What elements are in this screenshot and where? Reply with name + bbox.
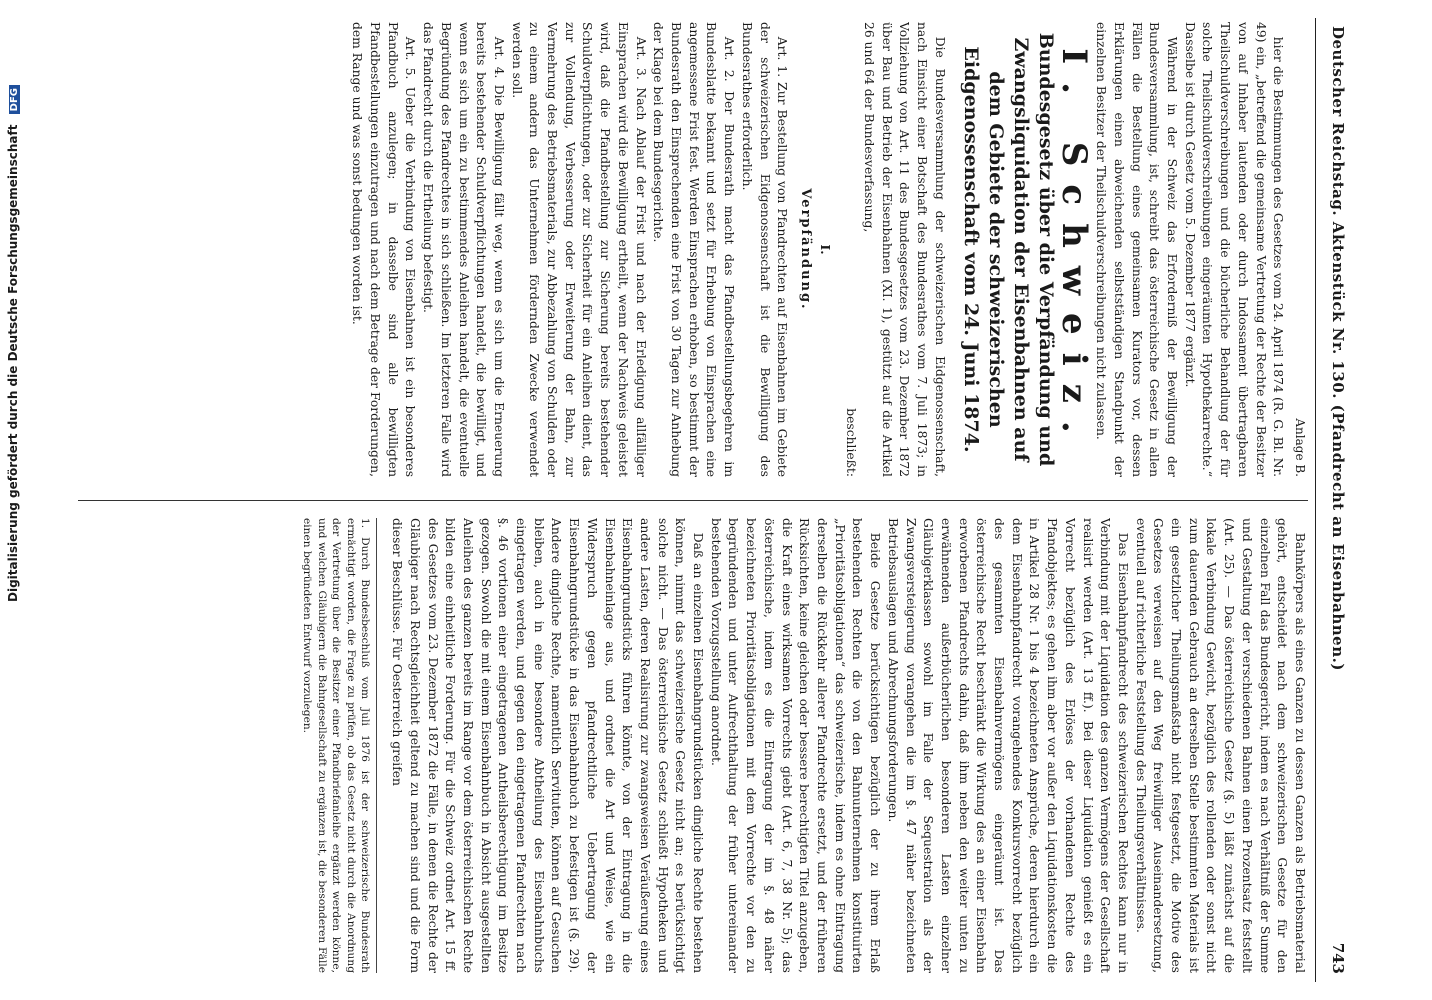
paragraph: Während in der Schweiz das Erforderniß der Bewilligung der Bundesversammlung, ist, schreibt das österreichische Gesetz in allen Fällen die Bestellung eines gemeinsamen Kurators vor, dessen Erklärungen einen abweichenden selbstständigen Standpunkt der einzelnen Besitzer der Theilschuldverschreibungen nicht zulassen. [1094,22,1180,477]
paragraph: Beide Gesetze berücksichtigen bezüglich der zu ihrem Erlaß bestehenden Rechten die von den Bahnunternehmen konstituirten „Prioritätsobligationen“ das schweizerische, indem es ohne Eintragung derselben die Rückkehr allerer Pfandrechte ersetzt, und der früheren Rücksichten, keine gleichen oder bessere berechtigten Titel anzugeben, die Kraft eines wirksamen Vorrechts giebt (Art. 6, 7, 38 Nr. 5); das österreichische, indem es die Eintragung der im §. 48 näher bezeichneten Prioritätsobligationen mit dem Vorrechte vor den zu begründenden und unter Aufrechthaltung der früher untereinander bestehenden Vorzugsstellung anordnet. [708,518,883,973]
article: Art. 1. Zur Bestellung von Pfandrechten auf Eisenbahnen im Gebiete der schweizerischen Eidgenossenschaft ist die Bewilligung des Bundesrathes erforderlich. [739,22,790,477]
running-header [1315,18,1360,982]
section-title: Verpfändung. [797,188,813,311]
article: Art. 2. Der Bundesrath macht das Pfandbestellungsbegehren im Bundesblatte bekannt und setzt für Erhebung von Einsprachen eine angemessene Frist fest. Werden Einsprachen erhoben, so bestimmt der Bundesrath den Einsprechenden eine Frist von 30 Tagen zur Anhebung der Klage bei dem Bundesgerichte. [651,22,737,477]
column-left [68,518,1308,973]
running-title: Deutscher Reichstag. Aktenstück Nr. 130. (Pfandrecht an Eisenbahnen.) [1329,26,1347,671]
paragraph: Daß an einzelnen Eisenbahngrundstücken dingliche Rechte bestehen können, nimmt das schweizerische Gesetz nicht an; es berücksichtigt solche nicht. — Das österreichische Gesetz schließt Hypotheken und andere Lasten, deren Realisirung zur zwangsweisen Veräußerung eines Eisenbahngrundstücks führen könnte, von der Eintragung in die Eisenbahneinlage aus, und ordnet die Art und Weise, wie ein Widerspruch gegen pfandrechtliche Uebertragung der Eisenbahngrundstücke in das Eisenbahnbuch zu befestigen ist (§. 29). Andere dingliche Rechte, namentlich Servituten, können auf Gesuchen bleiben, auch in eine besondere Abtheilung des Eisenbahnbuchs eingetragen werden, und gegen den eingetragenen Pfandrechten nach §. 46 vortionen einer eingetragenen Antheilsberechtigung im Besitze gezogen. Sowohl die mit einem Eisenbahnbuch in Absicht ausgestellten Anleihen des ganzen bereits im Range vor dem österreichischen Rechte bilden eine einheitliche Forderung. Für die Schweiz ordnet Art. 15 ff. des Gesetzes vom 23. Dezember 1872 die Fälle, in denen die Rechte der Gläubiger nach Rechtsgleichheit geltend zu machen sind und die Form dieser Beschlüsse. Für Oesterreich greifen [390,518,706,973]
anlage-label: Anlage B. [1293,418,1307,477]
country-heading: I. Schweiz. [1053,48,1094,451]
article: Art. 4. Die Bewilligung fällt weg, wenn es sich um die Erneuerung bereits bestehender Schuldverpflichtungen handelt, die bewilligt, und wenn es sich um ein zu bestimmendes Anleihen handelt, die eventuelle Begründung des Pfandrechtes in sich schließen. Im letzteren Falle wird das Pfandrecht durch die Ertheilung befestigt. [421,22,506,477]
paragraph: Bahnkörpers als eines Ganzen zu dessen Ganzen als Betriebsmaterial gehört, entscheidet nach dem schweizerischen Gesetze für den einzelnen Fall das Bundesgericht, indem es nach Verhältniß der Summe und Gestaltung der verschiedenen Bahnen einen Prozentsatz feststellt (Art. 25). — Das österreichische Gesetz (§. 5) läßt zunächst auf die lokale Verbindung Gewicht, bezüglich des rollenden oder sonst nicht zum dauernden Gebrauch an derselben Stelle bestimmten Materials ist ein gesetzlicher Theilungsmaßstab nicht festgesetzt, die Motive des Gesetzes verweisen auf den Weg freiwilliger Auseinandersetzung, eventuell auf richterliche Feststellung des Theilungsverhältnisses. [1133,518,1307,973]
column-divider [78,500,1308,501]
footnote: 1. Durch Bundesbeschluß vom Juli 1876 ist der schweizerische Bundesrath ermächtigt worden, die Frage zu prüfen, ob das Gesetz nicht durch die Anordnung der Vertretung über die Besitzer einer Pfandbriefanleihe ergänzt werden könne, und welchen Gläubigern die Bahngesellschaft zu ergänzen ist, die besonderen Fälle einen begründeten Entwurf vorzulegen. [300,518,378,973]
digitization-credit [6,85,20,602]
paragraph: Das Eisenbahnpfandrecht des schweizerischen Rechtes kann nur in Verbindung mit der Liquidation des ganzen Vermögens der Gesellschaft realisirt werden (Art. 13 ff.). Bei dieser Liquidation genießt es ein Vorrecht bezüglich des Erlöses der vorhandenen Rechte des Pfandobjektes; es gehen ihm aber vor außer den Liquidationskosten die in Artikel 28 Nr. 1 bis 4 bezeichneten Ansprüche, deren hierdurch ein dem Eisenbahnpfandrecht vorangehendes Konkursvorrecht bezüglich des gesammten Eisenbahnvermögens eingeräumt ist. Das österreichische Recht beschränkt die Wirkung des an einer Eisenbahn erworbenen Pfandrechts dahin, daß ihm neben den weiter unten zu erwähnenden außerbücherlichen besonderen Lasten einzelner Gläubigerklassen sowohl im Falle der Sequestration als der Zwangsversteigerung vorangehen die im §. 47 näher bezeichneten Betriebsauslagen und Abrechnungsforderungen. [885,518,1130,973]
scanned-page [60,18,1360,982]
rotated-page-content [60,18,1360,982]
paragraph: Die Bundesversammlung der schweizerischen Eidgenossenschaft, nach Einsicht einer Botschaft des Bundesrathes vom 7. Juli 1873; in Vollziehung von Art. 11 des Bundesgesetzes vom 23. Dezember 1872 über Bau und Betrieb der Eisenbahnen (XI. 1), gestützt auf die Artikel 26 und 64 der Bundesverfassung, [862,22,947,477]
column-right [68,22,1308,477]
paragraph: hier die Bestimmungen des Gesetzes vom 24. April 1874 (R. G. Bl. Nr. 49) ein, „betreffend die gemeinsame Vertretung der Rechte der Besitzer von auf Inhaber lautenden oder durch Indossament übertragbaren Theilschuldverschreibungen und die bücherliche Behandlung der für solche Theilschuldverschreibungen eingeräumten Hypothekarrechte.“ Dasselbe ist durch Gesetz vom 5. Dezember 1877 ergänzt. [1182,22,1286,477]
section-number: I. [817,244,833,255]
dfg-logo: DFG [9,85,20,114]
credit-text: Digitalisierung gefördert durch die Deutsche Forschungsgemeinschaft [6,124,20,602]
beschliesst-text: beschließt: [844,408,859,477]
article: Art. 3. Nach Ablauf der Frist und nach der Erledigung allfälliger Einsprachen wird die Bewilligung ertheilt, wenn der Nachweis geleistet wird, daß die Pfandbestellung zur Sicherung bereits bestehender Schuldverpflichtungen, oder zur Sicherheit für ein Anleihen dient, das zur Vollendung, Verbesserung oder Erweiterung der Bahn, zur Vermehrung des Betriebsmaterials, zur Abbezahlung von Schulden oder zu einem andern das Unternehmen fördernden Zwecke verwendet werden soll. [509,22,648,477]
law-title: Bundesgesetz über die Verpfändung und Zwangsliquidation der Eisenbahnen auf dem Gebiete der schweizerischen Eidgenossenschaft vom 24. Juni 1874. [959,32,1057,467]
page-number: 743 [1329,942,1347,974]
article: Art. 5. Ueber die Verbindung von Eisenbahnen ist ein besonderes Pfandbuch anzulegen; in dasselbe sind alle bewilligten Pfandbestellungen einzutragen und nach dem Betrage der Forderungen, dem Range und was sonst bedungen worden ist. [350,22,418,477]
